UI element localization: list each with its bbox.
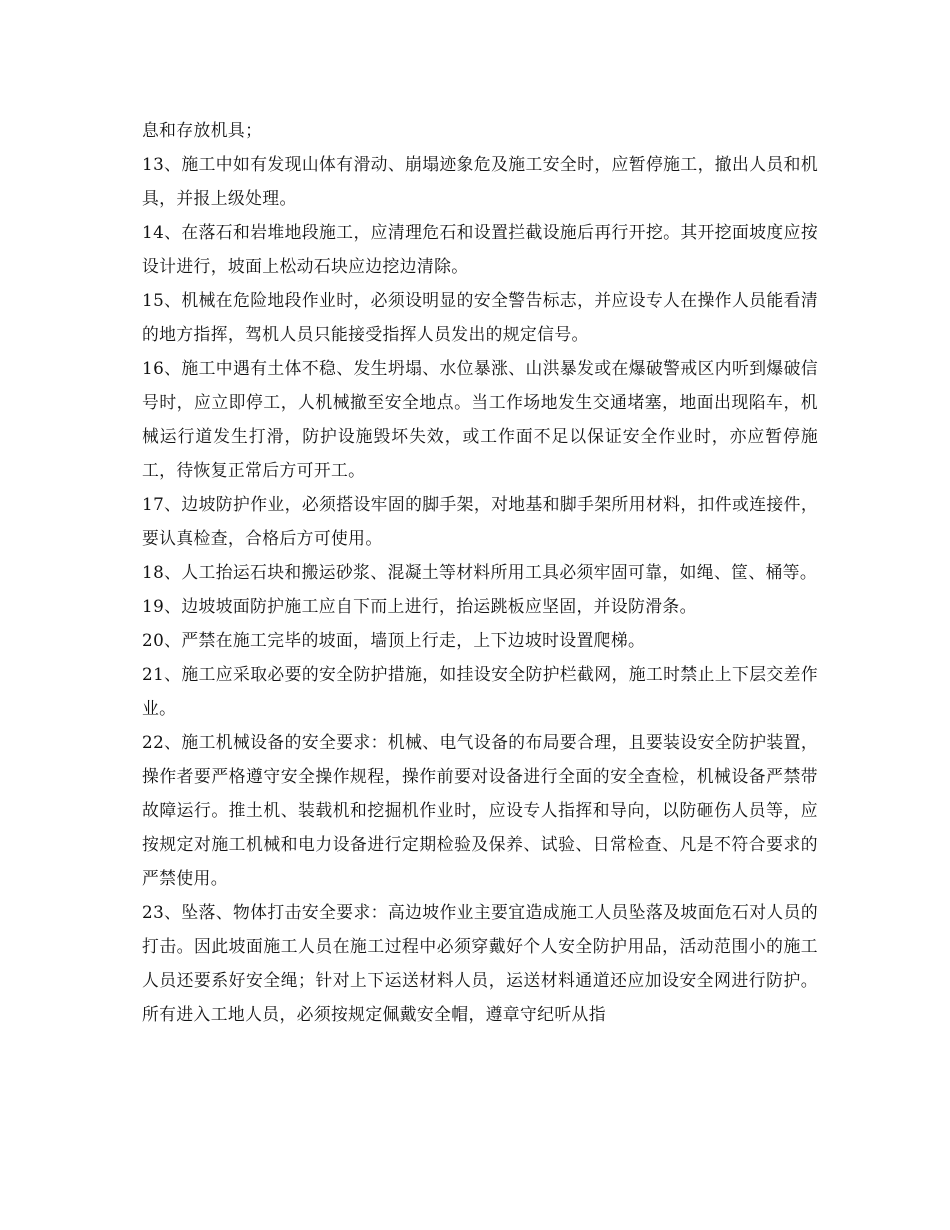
paragraph-item-23: 23、坠落、物体打击安全要求：高边坡作业主要宜造成施工人员坠落及坡面危石对人员的打击。因此坡面施工人员在施工过程中必须穿戴好个人安全防护用品，活动范围小的施工人员还要系好安全绳；针对上下运送材料人员，运送材料通道还应加设安全网进行防护。所有进入工地人员，必须按规定佩戴安全帽，遵章守纪听从指 bbox=[142, 902, 818, 1024]
document-page bbox=[142, 113, 818, 1031]
paragraph-item-15: 15、机械在危险地段作业时，必须设明显的安全警告标志，并应设专人在操作人员能看清的地方指挥，驾机人员只能接受指挥人员发出的规定信号。 bbox=[142, 290, 818, 344]
paragraph-item-19: 19、边坡坡面防护施工应自下而上进行，抬运跳板应坚固，并设防滑条。 bbox=[142, 596, 697, 616]
paragraph-continuation: 息和存放机具； bbox=[142, 120, 263, 140]
paragraph-item-21: 21、施工应采取必要的安全防护措施，如挂设安全防护栏截网，施工时禁止上下层交差作业。 bbox=[142, 664, 818, 718]
paragraph-item-22: 22、施工机械设备的安全要求：机械、电气设备的布局要合理，且要装设安全防护装置，操作者要严格遵守安全操作规程，操作前要对设备进行全面的安全查检，机械设备严禁带故障运行。推土机、装载机和挖掘机作业时，应设专人指挥和导向，以防砸伤人员等，应按规定对施工机械和电力设备进行定期检验及保养、试验、日常检查、凡是不符合要求的严禁使用。 bbox=[142, 732, 818, 888]
paragraph-item-18: 18、人工抬运石块和搬运砂浆、混凝土等材料所用工具必须牢固可靠，如绳、筐、桶等。 bbox=[142, 562, 818, 582]
paragraph-item-14: 14、在落石和岩堆地段施工，应清理危石和设置拦截设施后再行开挖。其开挖面坡度应按设计进行，坡面上松动石块应边挖边清除。 bbox=[142, 222, 818, 276]
paragraph-item-13: 13、施工中如有发现山体有滑动、崩塌迹象危及施工安全时，应暂停施工，撤出人员和机具，并报上级处理。 bbox=[142, 154, 818, 208]
paragraph-item-20: 20、严禁在施工完毕的坡面，墙顶上行走，上下边坡时设置爬梯。 bbox=[142, 630, 646, 650]
paragraph-item-17: 17、边坡防护作业，必须搭设牢固的脚手架，对地基和脚手架所用材料，扣件或连接件，要认真检查，合格后方可使用。 bbox=[142, 494, 818, 548]
paragraph-item-16: 16、施工中遇有土体不稳、发生坍塌、水位暴涨、山洪暴发或在爆破警戒区内听到爆破信号时，应立即停工，人机械撤至安全地点。当工作场地发生交通堵塞，地面出现陷车，机械运行道发生打滑，防护设施毁坏失效，或工作面不足以保证安全作业时，亦应暂停施工，待恢复正常后方可开工。 bbox=[142, 358, 818, 480]
